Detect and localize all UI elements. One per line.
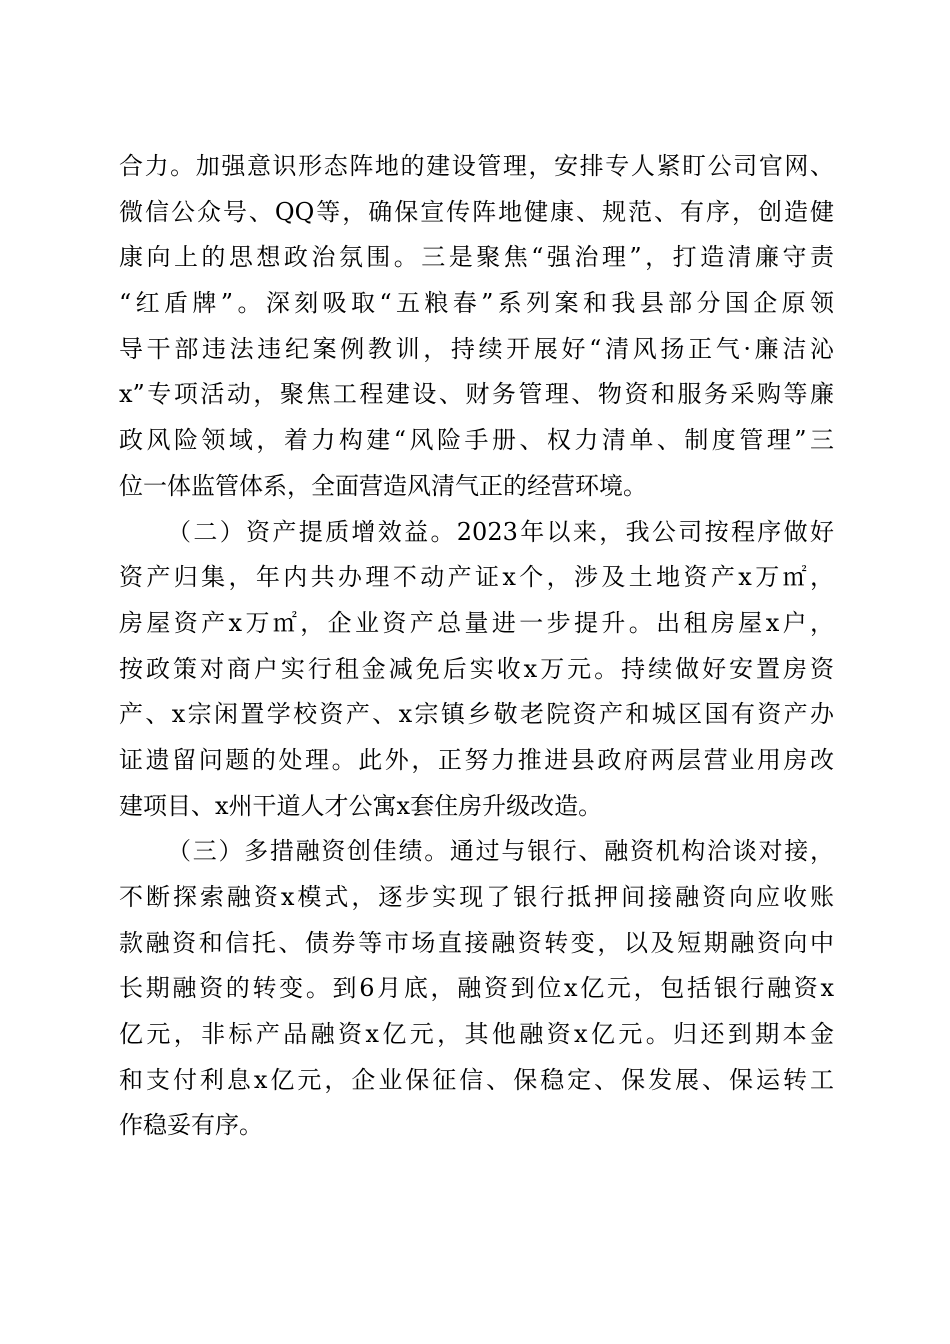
text-line: 款融资和信托、债券等市场直接融资转变，以及短期融资向中 <box>119 928 834 957</box>
text-line: 和支付利息x亿元，企业保征信、保稳定、保发展、保运转工 <box>119 1065 834 1094</box>
text-line: “红盾牌”。深刻吸取“五粮春”系列案和我县部分国企原领 <box>119 289 834 318</box>
text-line: 亿元，非标产品融资x亿元，其他融资x亿元。归还到期本金 <box>119 1020 834 1049</box>
text-line: 导干部违法违纪案例教训，持续开展好“清风扬正气·廉洁沁 <box>119 334 834 363</box>
text-line: 位一体监管体系，全面营造风清气正的经营环境。 <box>119 471 647 500</box>
section-heading-line: （三）多措融资创佳绩。通过与银行、融资机构洽谈对接， <box>167 837 834 866</box>
text-line: 微信公众号、QQ等，确保宣传阵地健康、规范、有序，创造健 <box>119 197 834 226</box>
document-body <box>119 144 834 1149</box>
text-line: x”专项活动，聚焦工程建设、财务管理、物资和服务采购等廉 <box>119 380 834 409</box>
text-line: 作稳妥有序。 <box>119 1111 263 1140</box>
text-line: 康向上的思想政治氛围。三是聚焦“强治理”，打造清廉守责 <box>119 243 834 272</box>
text-line: 不断探索融资x模式，逐步实现了银行抵押间接融资向应收账 <box>119 883 834 911</box>
text-line: 房屋资产x万㎡，企业资产总量进一步提升。出租房屋x户， <box>119 608 834 637</box>
text-line: 政风险领域，着力构建“风险手册、权力清单、制度管理”三 <box>119 426 834 455</box>
text-line: 证遗留问题的处理。此外，正努力推进县政府两层营业用房改 <box>119 745 834 774</box>
text-line: 按政策对商户实行租金减免后实收x万元。持续做好安置房资 <box>119 654 834 683</box>
text-line: 合力。加强意识形态阵地的建设管理，安排专人紧盯公司官网、 <box>119 152 834 180</box>
text-line: 建项目、x州干道人才公寓x套住房升级改造。 <box>119 791 603 820</box>
section-heading-line: （二）资产提质增效益。2023年以来，我公司按程序做好 <box>167 517 834 546</box>
text-line: 产、x宗闲置学校资产、x宗镇乡敬老院资产和城区国有资产办 <box>119 700 834 729</box>
text-line: 资产归集，年内共办理不动产证x个，涉及土地资产x万㎡， <box>119 563 834 592</box>
text-line: 长期融资的转变。到6月底，融资到位x亿元，包括银行融资x <box>119 974 834 1003</box>
